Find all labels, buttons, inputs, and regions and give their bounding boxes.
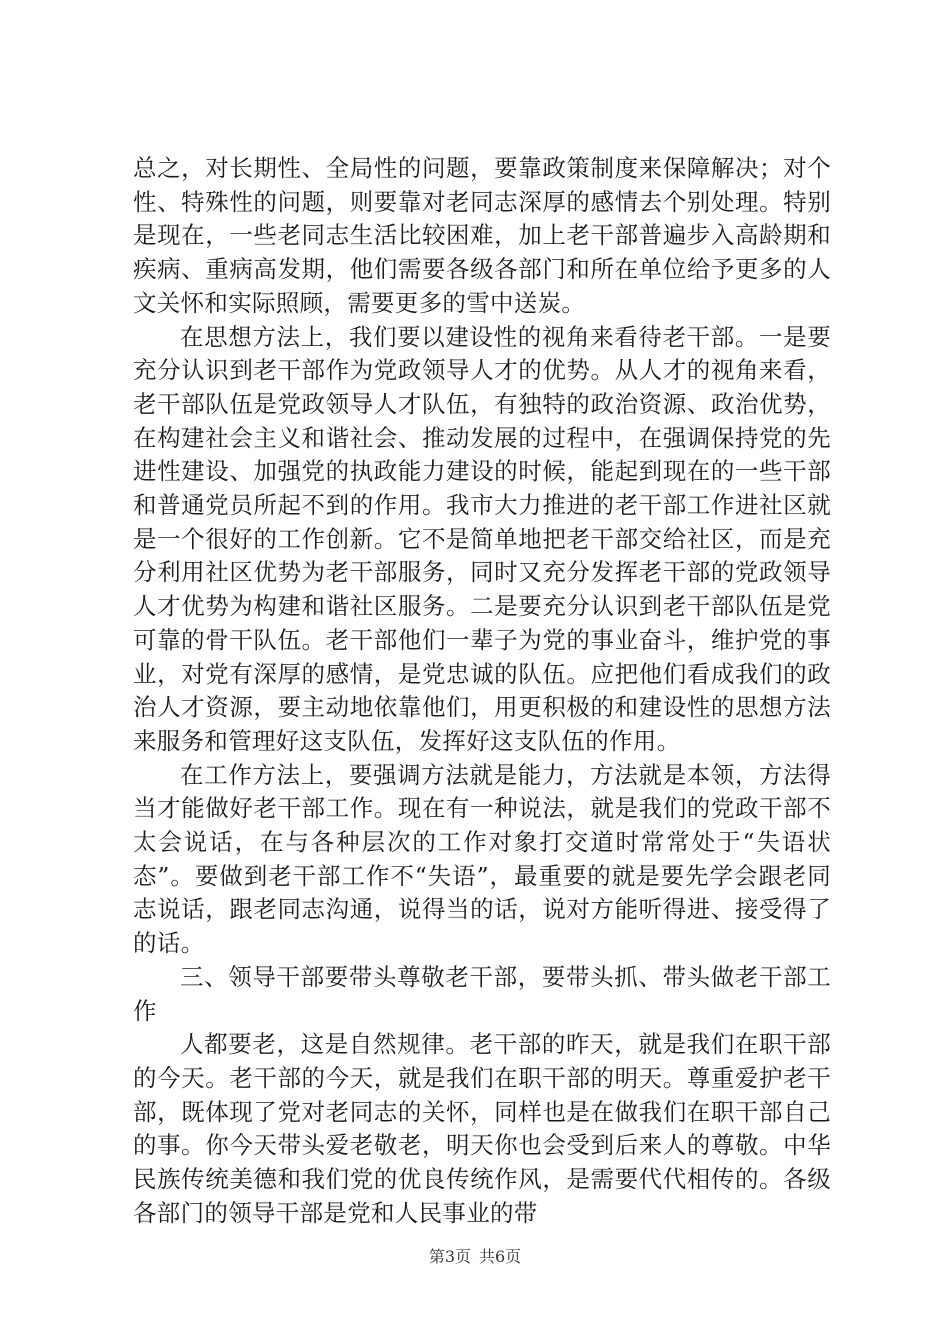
- page-total: 共6页: [479, 1247, 522, 1266]
- page-number: 第3页: [428, 1247, 471, 1266]
- paragraph-1: 总之，对长期性、全局性的问题，要靠政策制度来保障解决；对个性、特殊性的问题，则要靠对老同志深厚的感情去个别处理。特别是现在，一些老同志生活比较困难，加上老干部普遍步入高龄期和疾病、重病高发期，他们需要各级各部门和所在单位给予更多的人文关怀和实际照顾，需要更多的雪中送炭。: [133, 154, 831, 317]
- section-heading: 三、领导干部要带头尊敬老干部，要带头抓、带头做老干部工作: [133, 962, 831, 1025]
- document-body: [133, 152, 831, 1231]
- paragraph-2: 在思想方法上，我们要以建设性的视角来看待老干部。一是要充分认识到老干部作为党政领导人才的优势。从人才的视角来看，老干部队伍是党政领导人才队伍，有独特的政治资源、政治优势，在构建社会主义和谐社会、推动发展的过程中，在强调保持党的先进性建设、加强党的执政能力建设的时候，能起到现在的一些干部和普通党员所起不到的作用。我市大力推进的老干部工作进社区就是一个很好的工作创新。它不是简单地把老干部交给社区，而是充分利用社区优势为老干部服务，同时又充分发挥老干部的党政领导人才优势为构建和谐社区服务。二是要充分认识到老干部队伍是党可靠的骨干队伍。老干部他们一辈子为党的事业奋斗，维护党的事业，对党有深厚的感情，是党忠诚的队伍。应把他们看成我们的政治人才资源，要主动地依靠他们，用更积极的和建设性的思想方法来服务和管理好这支队伍，发挥好这支队伍的作用。: [133, 322, 831, 755]
- paragraph-4: 人都要老，这是自然规律。老干部的昨天，就是我们在职干部的今天。老干部的今天，就是我们在职干部的明天。尊重爱护老干部，既体现了党对老同志的关怀，同样也是在做我们在职干部自己的事。你今天带头爱老敬老，明天你也会受到后来人的尊敬。中华民族传统美德和我们党的优良传统作风，是需要代代相传的。各级各部门的领导干部是党和人民事业的带: [133, 1030, 831, 1227]
- paragraph-3: 在工作方法上，要强调方法就是能力，方法就是本领，方法得当才能做好老干部工作。现在有一种说法，就是我们的党政干部不太会说话，在与各种层次的工作对象打交道时常常处于“失语状态”。要做到老干部工作不“失语”，最重要的就是要先学会跟老同志说话，跟老同志沟通，说得当的话，说对方能听得进、接受得了的话。: [133, 760, 831, 958]
- page-footer: [0, 1247, 950, 1267]
